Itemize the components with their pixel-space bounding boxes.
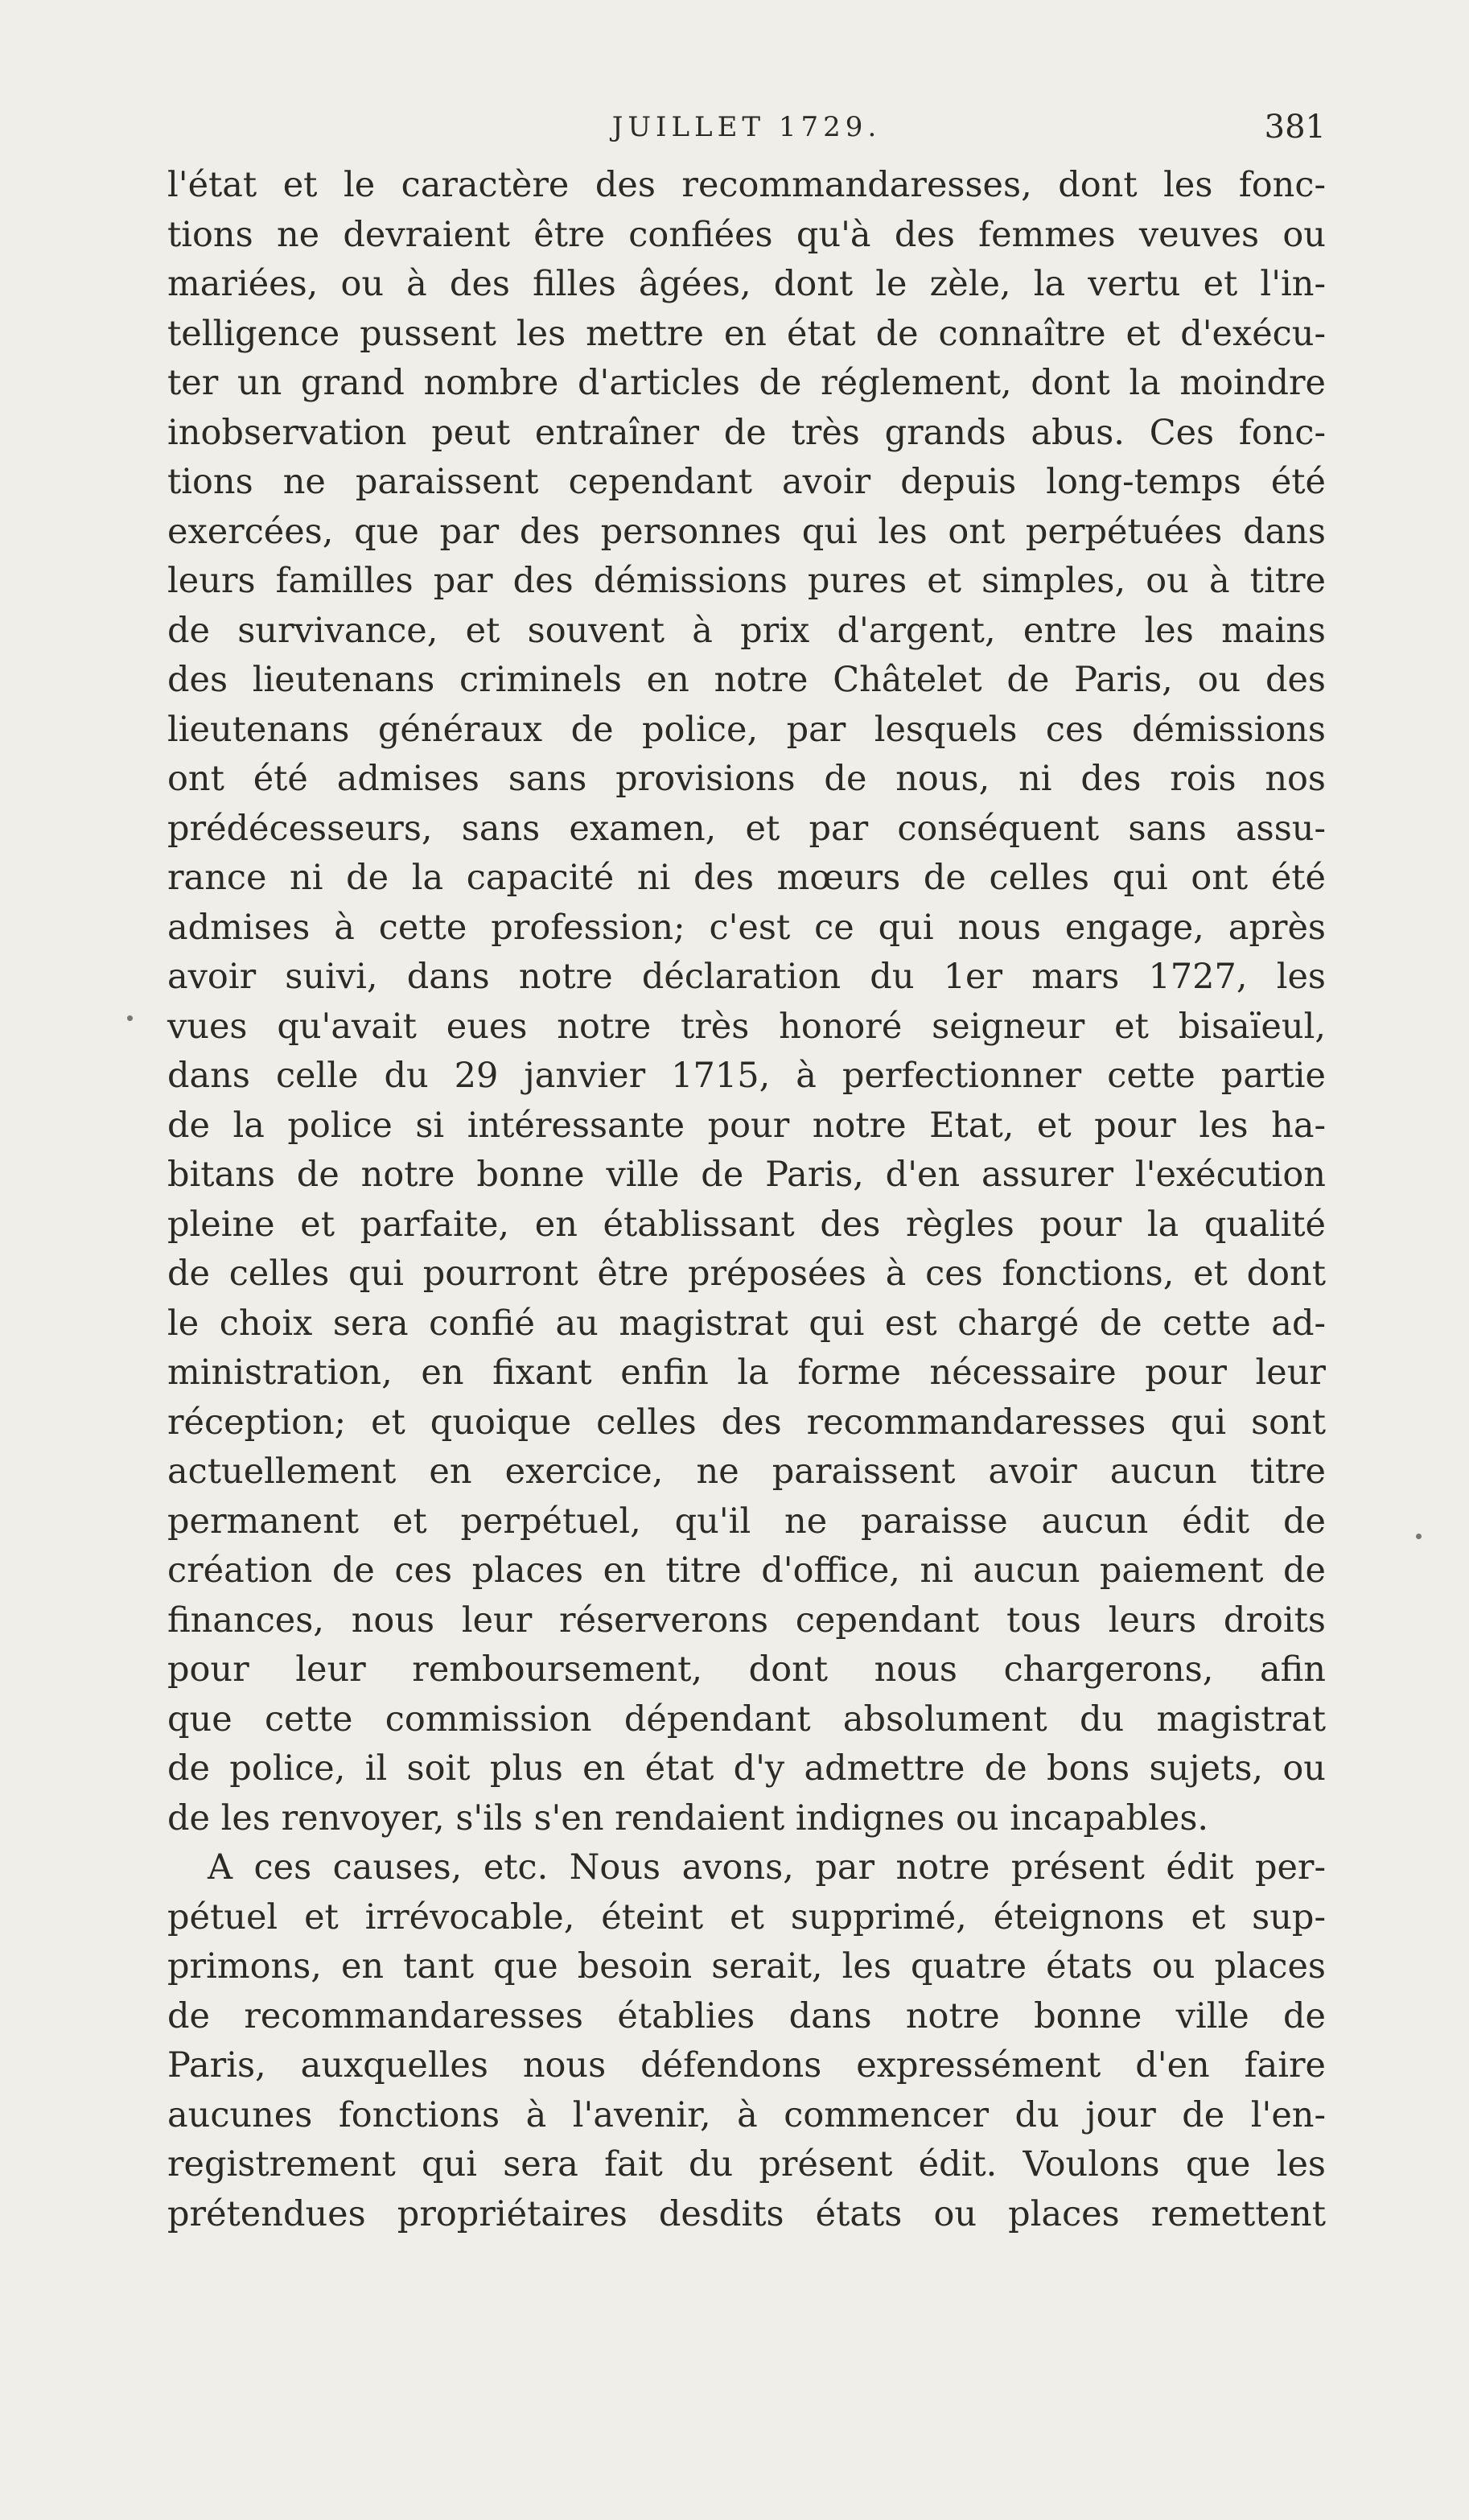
text-line: le choix sera confié au magistrat qui est chargé de cette ad- [167,1303,1326,1344]
text-line: A ces causes, etc. Nous avons, par notre présent édit per- [208,1847,1326,1888]
body-text [167,161,1326,2239]
text-line: primons, en tant que besoin serait, les quatre états ou places [167,1946,1326,1987]
text-line: l'état et le caractère des recommandaresses, dont les fonc- [167,165,1326,205]
text-line: de recommandaresses établies dans notre bonne ville de [167,1995,1326,2036]
text-line: Paris, auxquelles nous défendons expressément d'en faire [167,2045,1326,2086]
text-line: des lieutenans criminels en notre Châtelet de Paris, ou des [167,660,1326,700]
text-line: pleine et parfaite, en établissant des règles pour la qualité [167,1204,1326,1245]
text-line: pour leur remboursement, dont nous chargerons, afin [167,1649,1326,1690]
text-line: telligence pussent les mettre en état de connaître et d'exécu- [167,313,1326,354]
text-line: mariées, ou à des filles âgées, dont le zèle, la vertu et l'in- [167,264,1326,304]
text-line: dans celle du 29 janvier 1715, à perfectionner cette partie [167,1056,1326,1096]
text-line: tions ne devraient être confiées qu'à des femmes veuves ou [167,214,1326,255]
text-line: vues qu'avait eues notre très honoré seigneur et bisaïeul, [167,1006,1326,1047]
text-line: prédécesseurs, sans examen, et par conséquent sans assu- [167,808,1326,849]
text-line: de police, il soit plus en état d'y admettre de bons sujets, ou [167,1748,1326,1789]
running-header [167,103,1326,151]
running-title: JUILLET 1729. [611,111,882,143]
text-line: exercées, que par des personnes qui les ont perpétuées dans [167,511,1326,552]
text-line: actuellement en exercice, ne paraissent avoir aucun titre [167,1451,1326,1492]
page-number: 381 [1264,109,1326,146]
text-line: finances, nous leur réserverons cependant tous leurs droits [167,1600,1326,1641]
text-line: réception; et quoique celles des recommandaresses qui sont [167,1402,1326,1443]
text-line: bitans de notre bonne ville de Paris, d'en assurer l'exécution [167,1155,1326,1195]
text-line: ministration, en fixant enfin la forme nécessaire pour leur [167,1353,1326,1393]
margin-dot-right [1416,1534,1422,1539]
text-line: que cette commission dépendant absolument du magistrat [167,1699,1326,1740]
margin-dot-left [127,1015,133,1021]
text-line: tions ne paraissent cependant avoir depuis long-temps été [167,462,1326,502]
text-line: de celles qui pourront être préposées à ces fonctions, et dont [167,1254,1326,1294]
text-line: ont été admises sans provisions de nous, ni des rois nos [167,759,1326,799]
text-line: création de ces places en titre d'office, ni aucun paiement de [167,1550,1326,1591]
text-line: ter un grand nombre d'articles de réglement, dont la moindre [167,363,1326,403]
text-line: aucunes fonctions à l'avenir, à commencer du jour de l'en- [167,2094,1326,2135]
text-line: pétuel et irrévocable, éteint et supprimé, éteignons et sup- [167,1896,1326,1937]
text-line: registrement qui sera fait du présent édit. Voulons que les [167,2144,1326,2184]
text-line: de les renvoyer, s'ils s'en rendaient indignes ou incapables. [167,1797,1209,1839]
text-line: permanent et perpétuel, qu'il ne paraisse aucun édit de [167,1501,1326,1542]
text-line: prétendues propriétaires desdits états ou places remettent [167,2193,1326,2234]
text-line: de survivance, et souvent à prix d'argent, entre les mains [167,610,1326,651]
text-line: leurs familles par des démissions pures et simples, ou à titre [167,561,1326,601]
text-line: avoir suivi, dans notre déclaration du 1er mars 1727, les [167,957,1326,997]
text-line: de la police si intéressante pour notre Etat, et pour les ha- [167,1105,1326,1146]
text-line: inobservation peut entraîner de très grands abus. Ces fonc- [167,412,1326,453]
text-line: admises à cette profession; c'est ce qui nous engage, après [167,907,1326,948]
text-line: rance ni de la capacité ni des mœurs de celles qui ont été [167,858,1326,898]
text-line: lieutenans généraux de police, par lesquels ces démissions [167,709,1326,750]
